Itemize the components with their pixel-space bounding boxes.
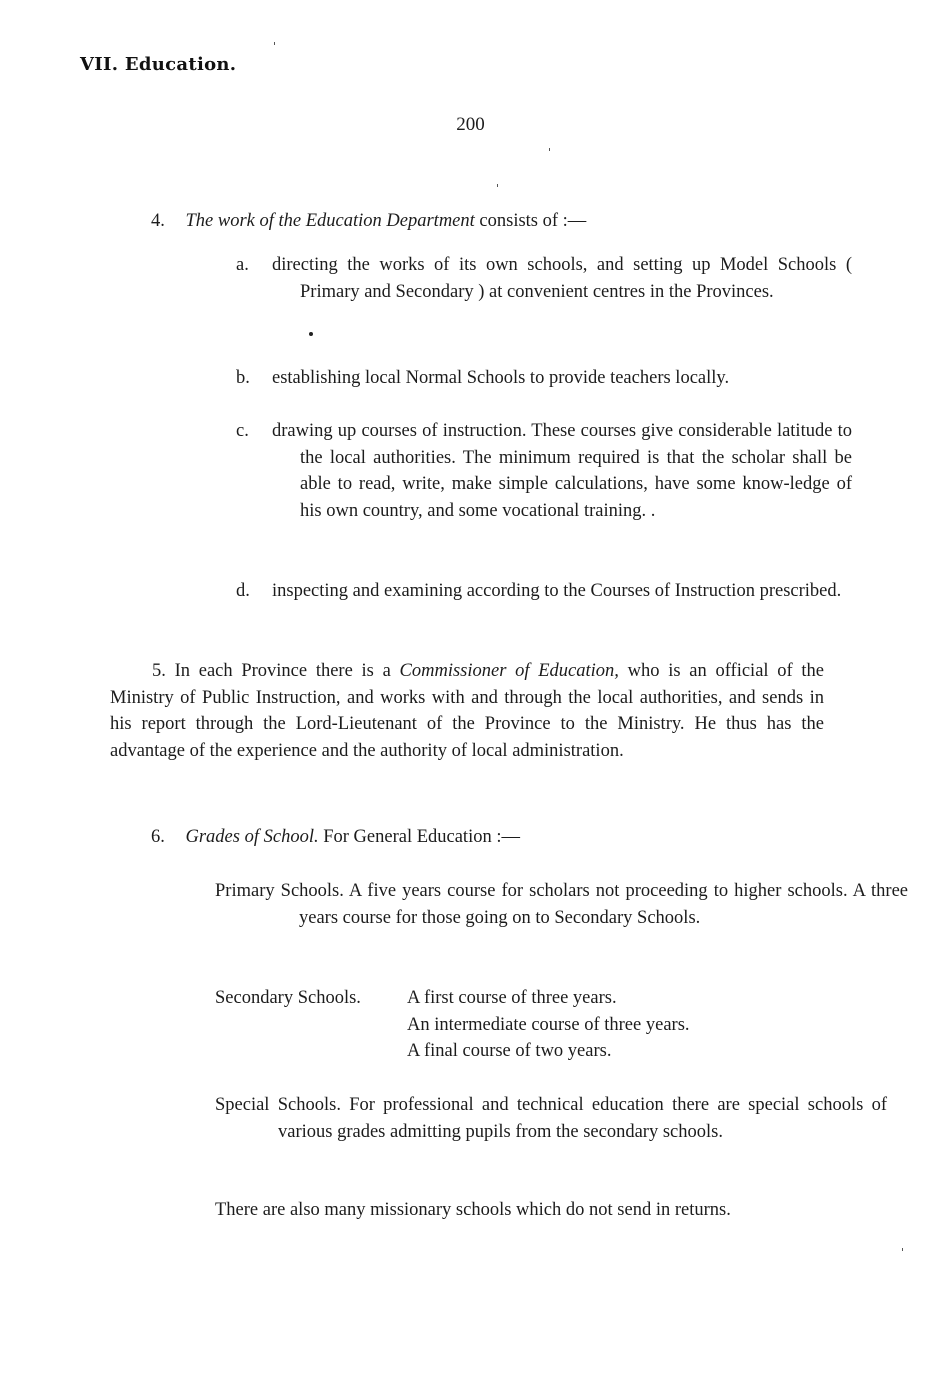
item-d-letter: d. — [236, 581, 250, 601]
item-a-letter: a. — [236, 255, 249, 275]
item-a-text: directing the works of its own schools, and setting up Model Schools ( Primary and Secondary ) at convenient centres in the Provinces. — [272, 255, 852, 302]
section-header: VII. Education. — [80, 54, 237, 75]
item-c-letter: c. — [236, 421, 249, 441]
item-b-text: establishing local Normal Schools to provide teachers locally. — [272, 368, 730, 388]
sec4-title: The work of the Education Department — [185, 211, 475, 231]
sec5-italic: Commissioner of Education, — [399, 661, 619, 681]
sec4-number: 4. — [151, 211, 165, 231]
sec5-after: who is an official of the Ministry of Public Instruction, and works with and through the local authorities, and sends in his report through the Lord-Lieutenant of the Province to the Ministry. He thus has the advantage of the experience and the authority of local administration. — [110, 661, 824, 761]
scan-speck — [497, 184, 498, 187]
primary-schools: Primary Schools. A five years course for scholars not proceeding to higher schools. A three years course for those going on to Secondary Schools. — [215, 881, 908, 928]
page-number: 200 — [456, 114, 485, 135]
missionary-schools: There are also many missionary schools which do not send in returns. — [215, 1200, 731, 1220]
sec5-paragraph — [110, 658, 824, 764]
scan-speck — [309, 332, 313, 336]
sec6-title-after: For General Education :— — [318, 827, 520, 847]
secondary-course-line: An intermediate course of three years. — [407, 1014, 690, 1035]
sec4-title-after: consists of :— — [474, 211, 587, 231]
secondary-schools-courses — [407, 985, 827, 1065]
sec4-heading — [151, 208, 831, 235]
item-c-text: drawing up courses of instruction. These courses give considerable latitude to the local authorities. The minimum required is that the scholar shall be able to read, write, make simple calculations, have some know-ledge of his own country, and some vocational training. . — [272, 421, 852, 521]
sec6-heading — [151, 824, 831, 851]
special-schools: Special Schools. For professional and technical education there are special schools of various grades admitting pupils from the secondary schools. — [215, 1095, 887, 1142]
sec5-before: In each Province there is a — [174, 661, 400, 681]
sec6-number: 6. — [151, 827, 165, 847]
secondary-schools-label: Secondary Schools. — [215, 988, 361, 1008]
secondary-course-line: A final course of two years. — [407, 1041, 612, 1061]
item-b-letter: b. — [236, 368, 250, 388]
scan-speck — [902, 1248, 903, 1251]
item-d-text: inspecting and examining according to the Courses of Instruction prescribed. — [272, 581, 842, 601]
scan-speck — [549, 148, 550, 151]
sec5-number: 5. — [152, 661, 166, 681]
secondary-course-line: A first course of three years. — [407, 988, 617, 1008]
sec6-title: Grades of School. — [185, 827, 319, 847]
scan-speck — [274, 42, 275, 45]
